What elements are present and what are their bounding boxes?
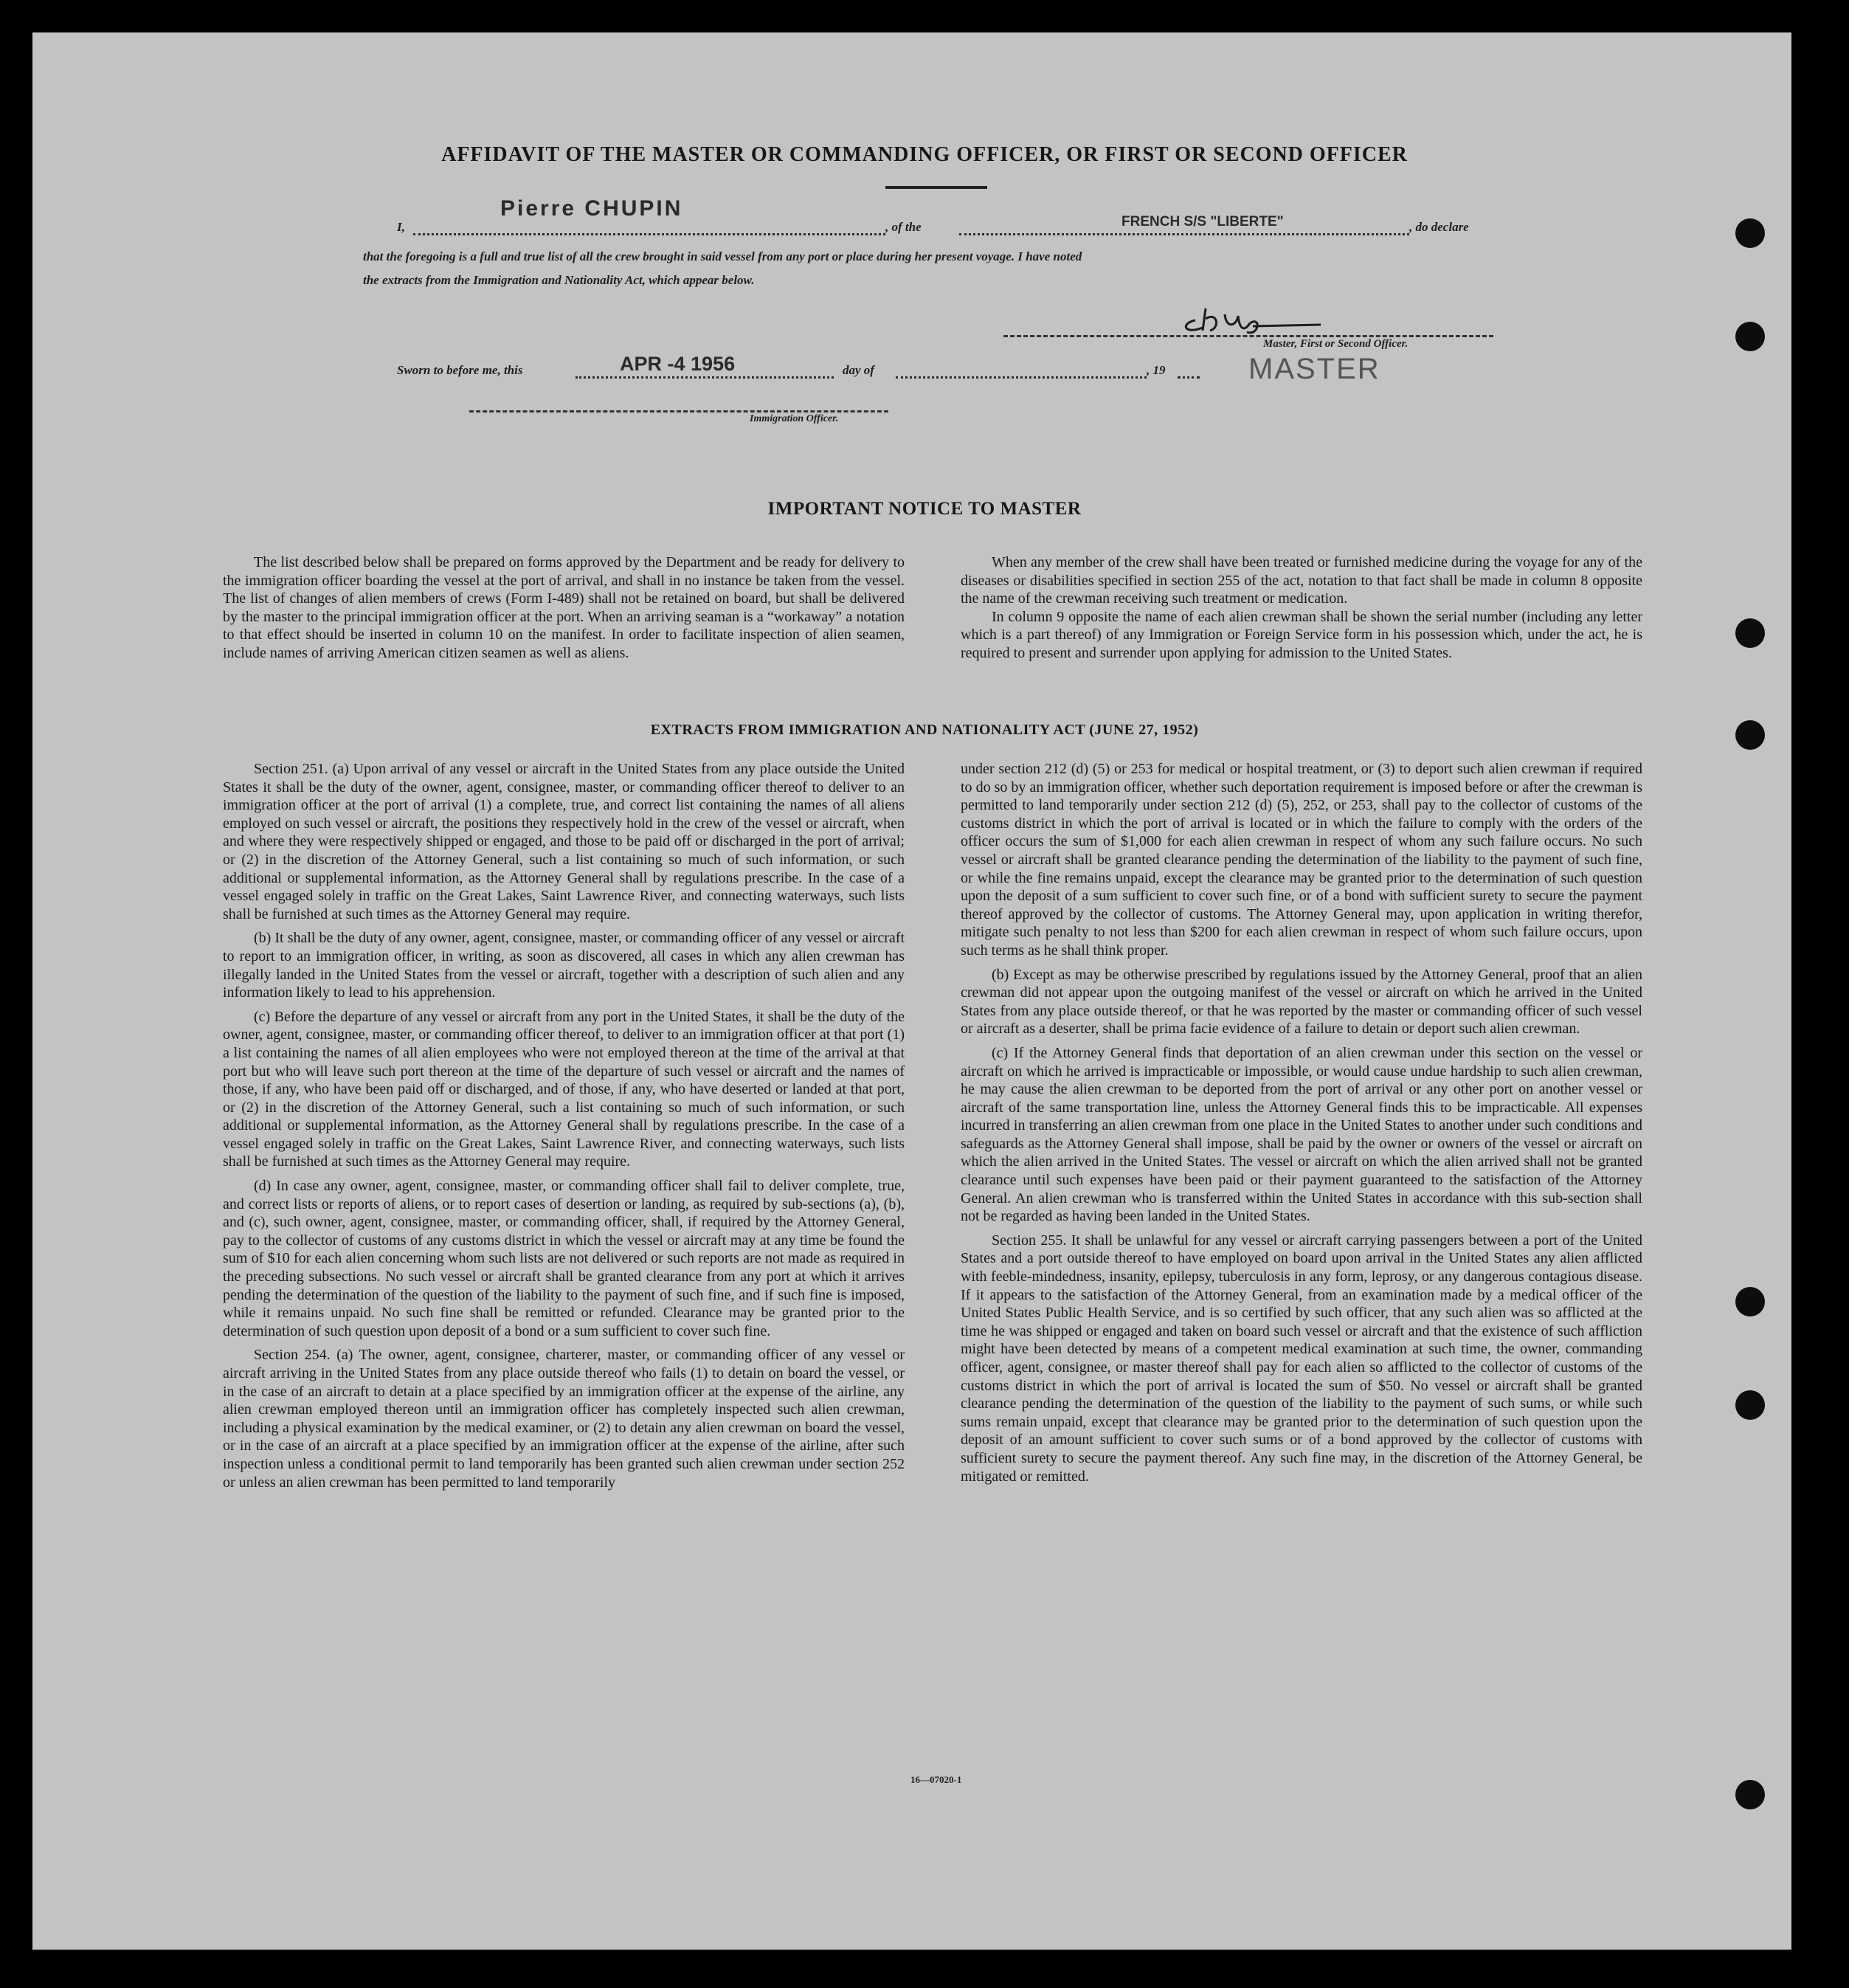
immigration-officer-caption: Immigration Officer.: [750, 413, 839, 424]
declaration-of-the: , of the: [885, 220, 922, 234]
declaration-line-1: that the foregoing is a full and true list of all the crew brought in said vessel from any port or place during her present voyage. I have noted: [363, 249, 1082, 263]
immigration-officer-line: [469, 410, 888, 413]
punch-hole: [1735, 322, 1765, 351]
extracts-right-column: [961, 760, 1642, 1491]
name-line: [413, 233, 885, 235]
sworn-date-stamp: APR -4 1956: [620, 353, 736, 375]
declaration-do-declare: , do declare: [1409, 220, 1469, 234]
punch-hole: [1735, 1390, 1765, 1420]
section-251-d: (d) In case any owner, agent, consignee, master, or commanding officer shall fail to deliver complete, true, and correct lists or reports of aliens, or to report cases of desertion or landing, as required by sub-sections (a), (b), and (c), such owner, agent, consignee, master, or commanding officer, shall, if required by the Attorney General, pay to the collector of customs of any customs district in which the vessel or aircraft may at any time be found the sum of $10 for each alien concerning whom such lists are not delivered or such reports are not made as required in the preceding subsections. No such vessel or aircraft shall be granted clearance from any port at which it arrives pending the determination of the question of the liability to the payment of such fine, and if such fine is imposed, while it remains unpaid. No such fine shall be remitted or refunded. Clearance may be granted prior to the determination of such question upon deposit of a bond or a sum sufficient to cover such fine.: [223, 1178, 905, 1339]
affidavit-title: AFFIDAVIT OF THE MASTER OR COMMANDING OFFICER, OR FIRST OR SECOND OFFICER: [441, 143, 1408, 166]
notice-left-column: [223, 553, 905, 669]
notice-right-column: [961, 553, 1642, 669]
sworn-date-line: [576, 376, 834, 379]
master-stamp: MASTER: [1248, 353, 1380, 385]
section-251-c: (c) Before the departure of any vessel or aircraft from any port in the United States, it shall be the duty of the owner, agent, consignee, master, or commanding officer thereof, to deliver to an immigration officer at that port (1) a list containing the names of all alien employees who were not employed thereon at the time of the arrival at that port but who will leave such port thereon at the time of the departure of such vessel or aircraft and the names of those, if any, who have been paid off or discharged, and of those, if any, who have deserted or landed at that port, or (2) in the discretion of the Attorney General, such a list containing so much of such information, or such additional or supplemental information, as the Attorney General shall by regulations prescribe. In the case of a vessel engaged solely in traffic on the Great Lakes, Saint Lawrence River, and connecting waterways, such lists shall be furnished at such times as the Attorney General may require.: [223, 1008, 905, 1170]
punch-hole: [1735, 618, 1765, 648]
sworn-year-line: [1178, 376, 1200, 379]
sworn-year: , 19: [1147, 363, 1166, 377]
signature-caption: Master, First or Second Officer.: [1263, 338, 1409, 350]
declaration-line-2: the extracts from the Immigration and Nationality Act, which appear below.: [363, 273, 755, 287]
section-251-a: Section 251. (a) Upon arrival of any vessel or aircraft in the United States from any place outside the United States it shall be the duty of the owner, agent, consignee, master, or commanding officer thereof to deliver to an immigration officer at the port of arrival (1) a complete, true, and correct list containing the names of all aliens employed on such vessel or aircraft, the positions they respectively hold in the crew of the vessel or aircraft, when and where they were respectively shipped or engaged, and those to be paid off or discharged in the port of arrival; or (2) in the discretion of the Attorney General, such a list containing so much of such information, or such additional or supplemental information, as the Attorney General shall by regulations prescribe. In the case of a vessel engaged solely in traffic on the Great Lakes, Saint Lawrence River, and connecting waterways, such lists shall be furnished at such times as the Attorney General may require.: [223, 761, 905, 922]
section-251-b: (b) It shall be the duty of any owner, agent, consignee, master, or commanding officer of any vessel or aircraft to report to an immigration officer, in writing, as soon as discovered, all cases in which any alien crewman has illegally landed in the United States from the vessel or aircraft, together with a description of such alien and any information likely to lead to his apprehension.: [223, 930, 905, 1001]
sworn-label: Sworn to before me, this: [397, 363, 523, 377]
punch-hole: [1735, 1287, 1765, 1316]
declarant-name: Pierre CHUPIN: [500, 196, 683, 221]
master-signature: [1173, 294, 1343, 338]
section-254-a: Section 254. (a) The owner, agent, consignee, charterer, master, or commanding officer of any vessel or aircraft arriving in the United States from any place outside thereof who fails (1) to detain on board the vessel, or in the case of an aircraft to detain at a place specified by an immigration officer at the expense of the airline, any alien crewman employed thereon until an immigration officer has completely inspected such alien crewman, including a physical examination by the medical examiner, or (2) to detain any alien crewman on board the vessel, or in the case of an aircraft at a place specified by an immigration officer at the expense of the airline, after such inspection unless a conditional permit to land temporarily has been granted such alien crewman under section 252 or unless an alien crewman has been permitted to land temporarily: [223, 1347, 905, 1491]
extracts-left-column: [223, 760, 905, 1497]
notice-right-paragraph-1: When any member of the crew shall have been treated or furnished medicine during the voyage for any of the diseases or disabilities specified in section 255 of the act, notation to that fact shall be made in column 8 opposite the name of the crewman receiving such treatment or medication.: [961, 554, 1642, 607]
vessel-name: FRENCH S/S "LIBERTE": [1122, 214, 1284, 229]
notice-right-paragraph-2: In column 9 opposite the name of each alien crewman shall be shown the serial number (including any letter which is a part thereof) of any Immigration or Foreign Service form in his possession which, under the act, he is required to present and surrender upon applying for admission to the United States.: [961, 608, 1642, 661]
section-254-c: (c) If the Attorney General finds that deportation of an alien crewman under this section on the vessel or aircraft on which he arrived is impracticable or impossible, or would cause undue hardship to such alien crewman, he may cause the alien crewman to be deported from the port of arrival or any other port on another vessel or aircraft of the same transportation line, unless the Attorney General finds this to be impracticable. All expenses incurred in transferring an alien crewman from one place in the United States to another under such conditions and safeguards as the Attorney General shall impose, shall be paid by the owner or owners of the vessel or aircraft on which the alien arrived in the United States. The vessel or aircraft on which the alien arrived shall not be granted clearance until such expenses have been paid or their payment guaranteed to the satisfaction of the Attorney General. An alien crewman who is transferred within the United States in accordance with this sub-section shall not be regarded as having been landed in the United States.: [961, 1044, 1642, 1225]
vessel-line: [959, 233, 1409, 235]
title-rule: [885, 186, 987, 189]
extracts-heading: EXTRACTS FROM IMMIGRATION AND NATIONALITY ACT (JUNE 27, 1952): [650, 722, 1199, 738]
notice-heading: IMPORTANT NOTICE TO MASTER: [767, 499, 1082, 519]
punch-hole: [1735, 218, 1765, 248]
signature-line: [1003, 335, 1493, 337]
sworn-month-line: [896, 376, 1147, 379]
section-254-a-continued: under section 212 (d) (5) or 253 for medical or hospital treatment, or (3) to deport such alien crewman if required to do so by an immigration officer, whether such deportation requirement is imposed before or after the crewman is permitted to land temporarily under section 212 (d) (5), 252, or 253, shall pay to the collector of customs of the customs district in which the port of arrival is located or in which the failure to comply with the orders of the officer occurs the sum of $1,000 for each alien crewman in respect of whom any such failure occurs. No such vessel or aircraft shall be granted clearance pending the determination of the liability to the payment of such fine, or while the fine remains unpaid, except the clearance may be granted prior to the determination of such question upon the deposit of a sum sufficient to cover such fine, or of a bond with sufficient surety to secure the payment thereof approved by the collector of customs. The Attorney General may, upon application in writing therefor, mitigate such penalty to not less than $200 for each alien crewman in respect of whom such failure occurs, upon such terms as he shall think proper.: [961, 761, 1642, 959]
section-255: Section 255. It shall be unlawful for any vessel or aircraft carrying passengers between a port of the United States and a port outside thereof to have employed on board upon arrival in the United States any alien afflicted with feeble-mindedness, insanity, epilepsy, tuberculosis in any form, leprosy, or any dangerous contagious disease. If it appears to the satisfaction of the Attorney General, from an examination made by a medical officer of the United States Public Health Service, and is so certified by such officer, that any such alien was so afflicted at the time he was shipped or engaged and taken on board such vessel or aircraft and that the existence of such affliction might have been detected by means of a competent medical examination at such time, the owner, commanding officer, agent, consignee, or master thereof shall pay for each alien so afflicted to the collector of customs of the customs district in which the port of arrival is located the sum of $50. No vessel or aircraft shall be granted clearance pending the determination of the question of the liability to the payment of such sums, or while such sums remain unpaid, except that clearance may be granted prior to the determination of such question upon the deposit of an amount sufficient to cover such sums or of a bond approved by the collector of customs with sufficient surety to secure the payment thereof. Any such fine may, in the discretion of the Attorney General, be mitigated or remitted.: [961, 1232, 1642, 1485]
sworn-day-of: day of: [843, 363, 874, 377]
punch-hole: [1735, 1780, 1765, 1809]
declaration-i: I,: [397, 220, 405, 234]
section-254-b: (b) Except as may be otherwise prescribed by regulations issued by the Attorney General, proof that an alien crewman did not appear upon the outgoing manifest of the vessel or aircraft on which he arrived in the United States from any place outside thereof, or that he was reported by the master or commanding officer of such vessel or aircraft as a deserter, shall be prima facie evidence of a failure to detain or deport such alien crewman.: [961, 966, 1642, 1038]
notice-left-paragraph: The list described below shall be prepared on forms approved by the Department and be ready for delivery to the immigration officer boarding the vessel at the port of arrival, and shall in no instance be taken from the vessel. The list of changes of alien members of crews (Form I-489) shall not be retained on board, but shall be delivered by the master to the principal immigration officer at the port. When an arriving seaman is a “workaway” a notation to that effect should be inserted in column 10 on the manifest. In order to facilitate inspection of alien seamen, include names of arriving American citizen seamen as well as aliens.: [223, 554, 905, 661]
form-code: 16—07020-1: [910, 1774, 962, 1785]
